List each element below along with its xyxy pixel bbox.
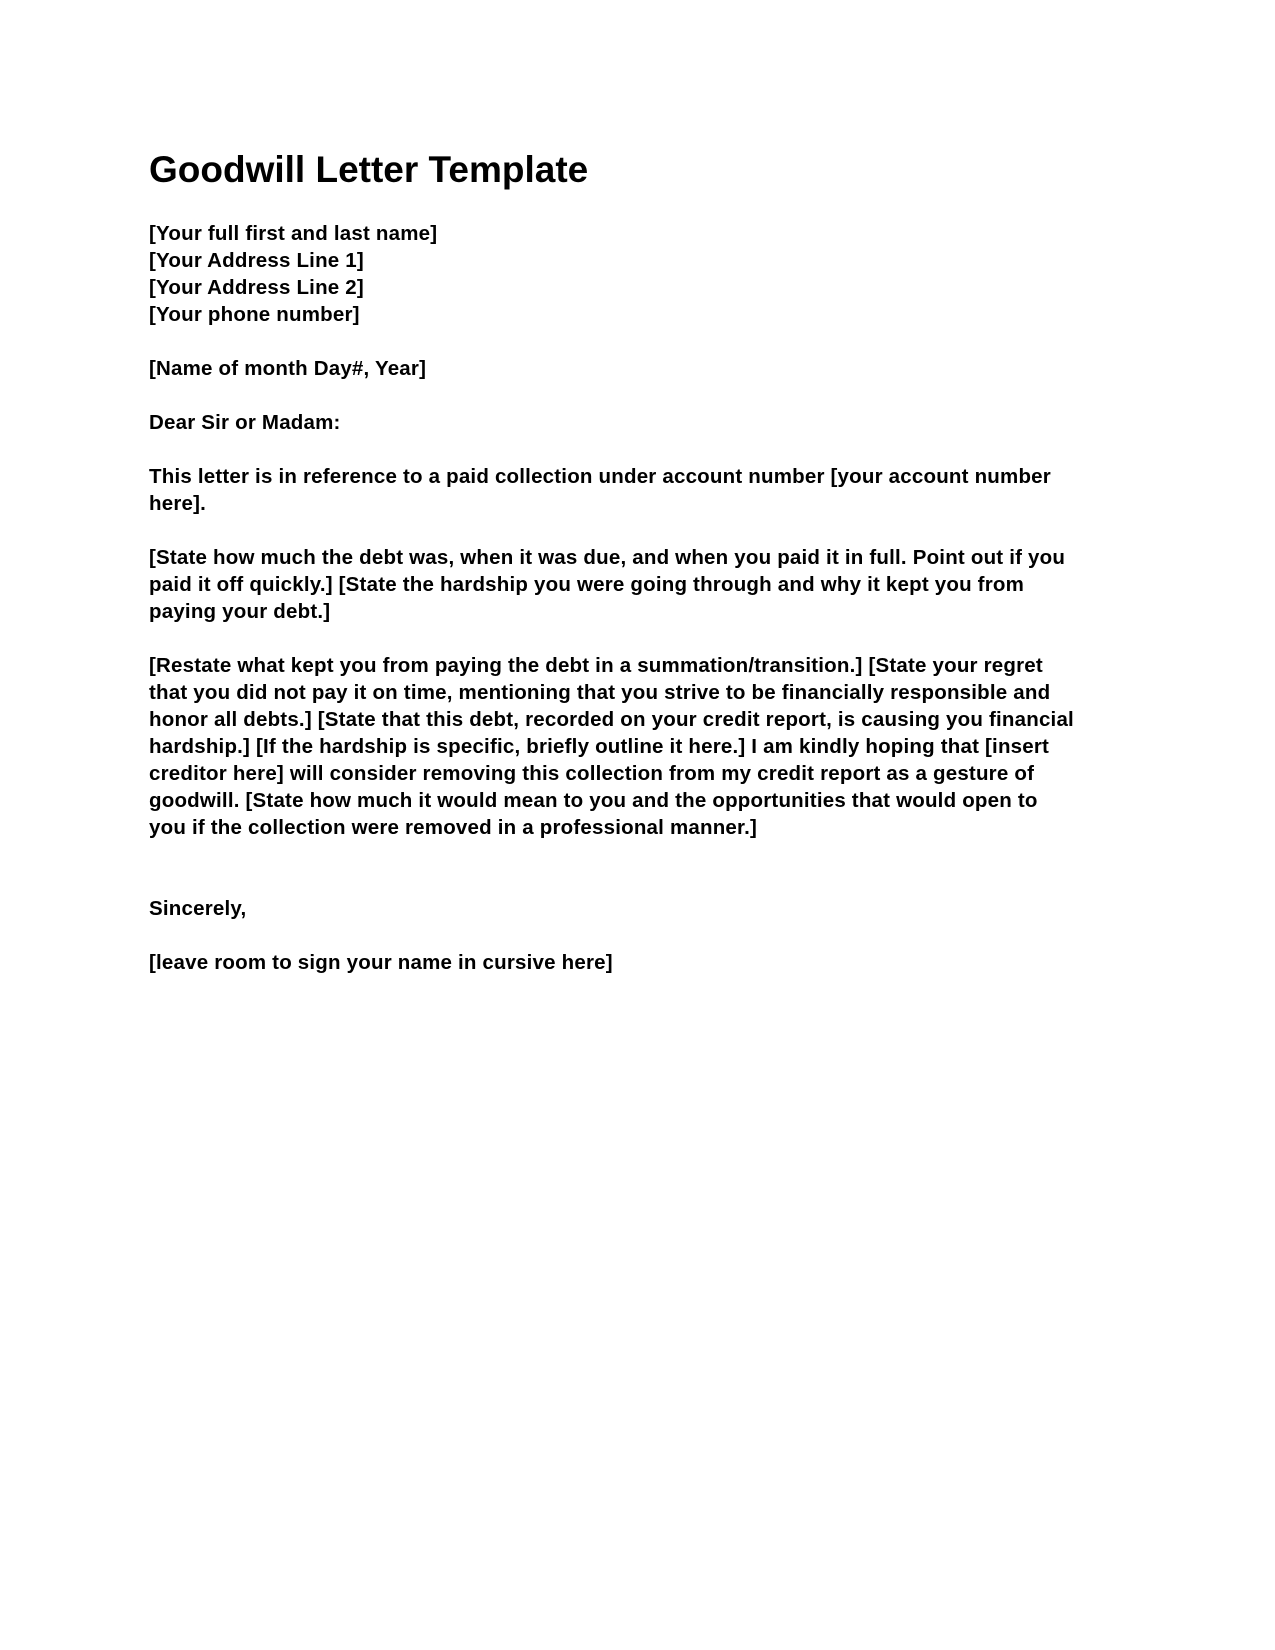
paragraph-line: paying your debt.] bbox=[149, 600, 331, 623]
sender-block bbox=[149, 220, 1149, 328]
paragraph-line: hardship.] [If the hardship is specific, briefly outline it here.] I am kindly hoping that [insert bbox=[149, 735, 1050, 758]
letter-body bbox=[149, 220, 1149, 976]
paragraph-line: [State how much the debt was, when it was due, and when you paid it in full. Point out if you bbox=[149, 546, 1066, 569]
paragraph-line: creditor here] will consider removing this collection from my credit report as a gesture of bbox=[149, 762, 1035, 785]
paragraph-line: paid it off quickly.] [State the hardship you were going through and why it kept you from bbox=[149, 573, 1025, 596]
sender-address-line-2: [Your Address Line 2] bbox=[149, 276, 364, 299]
paragraph-line: goodwill. [State how much it would mean to you and the opportunities that would open to bbox=[149, 789, 1038, 812]
closing-block bbox=[149, 895, 1149, 922]
signature-placeholder: [leave room to sign your name in cursive here] bbox=[149, 951, 613, 974]
paragraph-request bbox=[149, 652, 1149, 841]
salutation-block bbox=[149, 409, 1149, 436]
page-title: Goodwill Letter Template bbox=[149, 149, 589, 190]
paragraph-reference bbox=[149, 463, 1149, 517]
paragraph-line: This letter is in reference to a paid collection under account number [your account number bbox=[149, 465, 1051, 488]
sender-name: [Your full first and last name] bbox=[149, 222, 438, 245]
sender-address-line-1: [Your Address Line 1] bbox=[149, 249, 364, 272]
signature-block bbox=[149, 949, 1149, 976]
paragraph-debt-details bbox=[149, 544, 1149, 625]
letter-date: [Name of month Day#, Year] bbox=[149, 357, 427, 380]
paragraph-line: honor all debts.] [State that this debt, recorded on your credit report, is causing you financial bbox=[149, 708, 1074, 731]
paragraph-line: here]. bbox=[149, 492, 207, 515]
paragraph-line: you if the collection were removed in a professional manner.] bbox=[149, 816, 757, 839]
closing: Sincerely, bbox=[149, 897, 247, 920]
paragraph-line: that you did not pay it on time, mentioning that you strive to be financially responsible and bbox=[149, 681, 1051, 704]
sender-phone: [Your phone number] bbox=[149, 303, 360, 326]
paragraph-line: [Restate what kept you from paying the debt in a summation/transition.] [State your regret bbox=[149, 654, 1043, 677]
date-block bbox=[149, 355, 1149, 382]
salutation: Dear Sir or Madam: bbox=[149, 411, 341, 434]
